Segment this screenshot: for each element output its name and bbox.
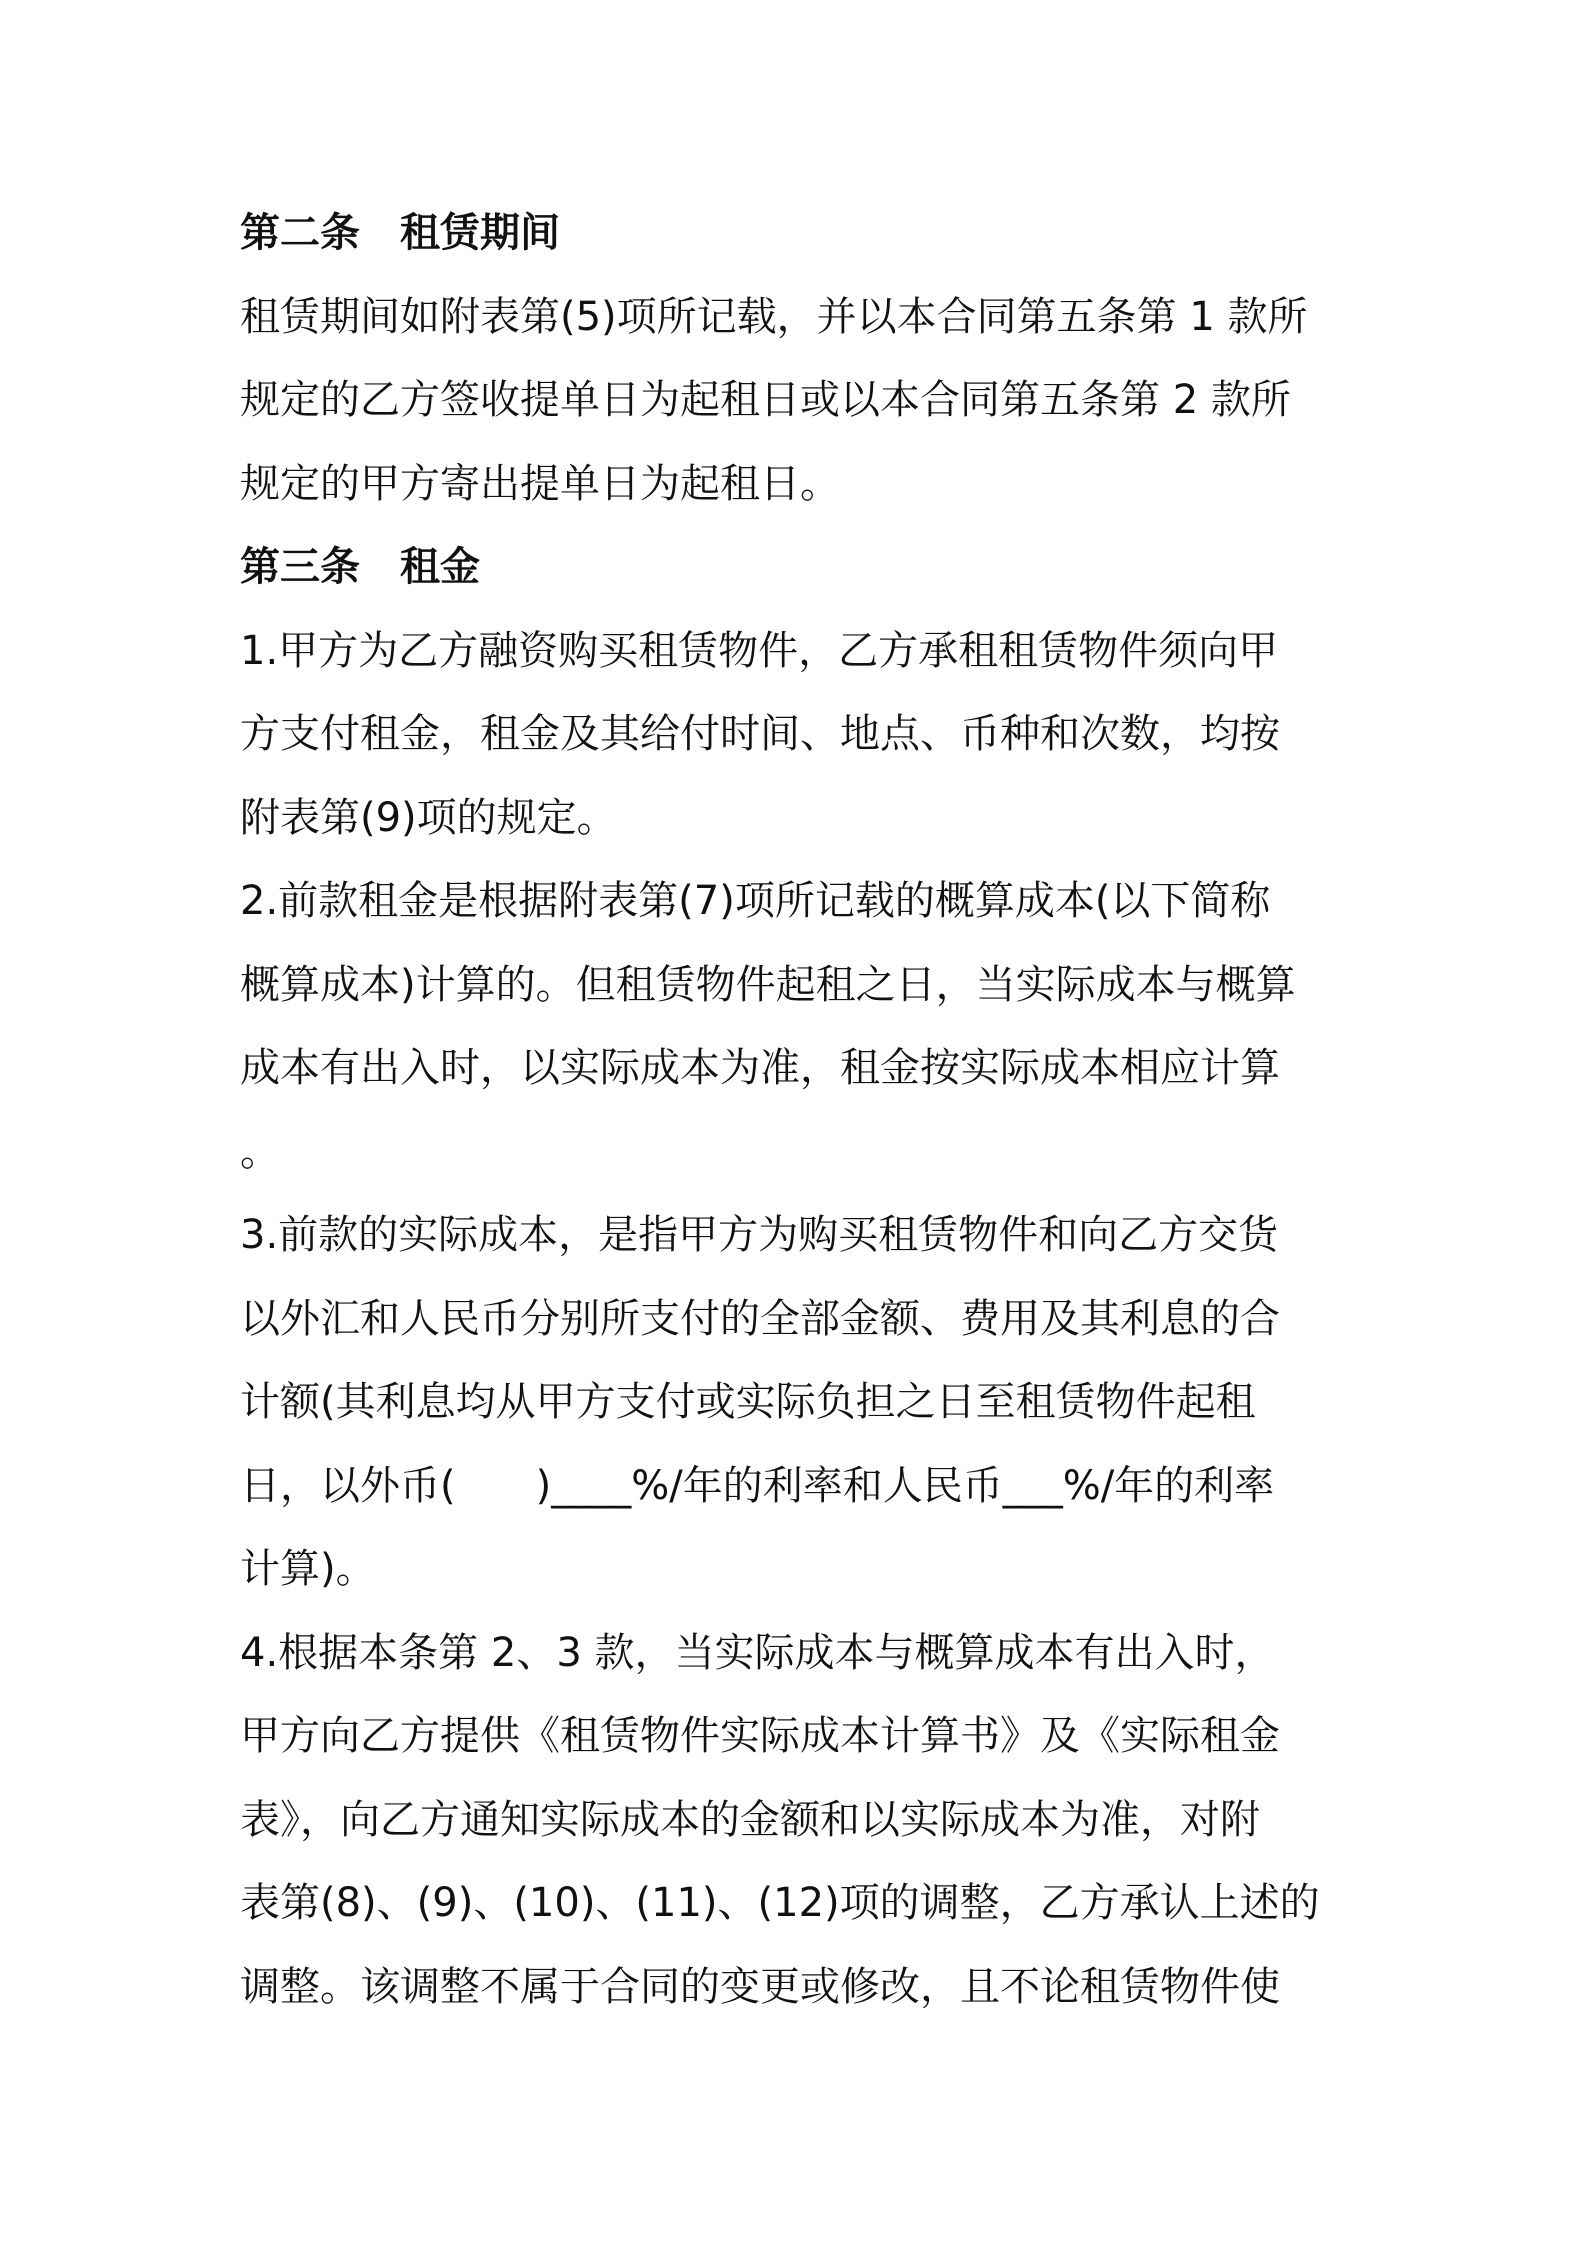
clause-1-line: 1.甲方为乙方融资购买租赁物件，乙方承租租赁物件须向甲 (240, 627, 1279, 674)
clause-2-line: 2.前款租金是根据附表第(7)项所记载的概算成本(以下简称 (240, 878, 1271, 924)
clause-2-line: 成本有出入时，以实际成本为准，租金按实际成本相应计算 (240, 1045, 1280, 1091)
clause-4-line: 表第(8)、(9)、(10)、(11)、(12)项的调整，乙方承认上述的 (240, 1880, 1320, 1926)
clause-4-line: 表》，向乙方通知实际成本的金额和以实际成本为准，对附 (240, 1796, 1260, 1843)
clause-4-line: 4.根据本条第 2、3 款，当实际成本与概算成本有出入时， (240, 1629, 1275, 1676)
clause-2-line: 概算成本)计算的。但租赁物件起租之日，当实际成本与概算 (240, 961, 1296, 1008)
clause-3-line: 以外汇和人民币分别所支付的全部金额、费用及其利息的合 (240, 1295, 1280, 1342)
article-3-heading: 第三条 租金 (240, 544, 480, 590)
clause-4-line: 调整。该调整不属于合同的变更或修改，且不论租赁物件使 (240, 1963, 1280, 2010)
clause-3-line: 3.前款的实际成本，是指甲方为购买租赁物件和向乙方交货 (240, 1212, 1279, 1258)
article-2-text-line: 规定的甲方寄出提单日为起租日。 (240, 460, 840, 507)
clause-1-line: 方支付租金，租金及其给付时间、地点、币种和次数，均按 (240, 711, 1280, 757)
article-2-heading: 第二条 租赁期间 (240, 210, 560, 256)
article-2-text-line: 规定的乙方签收提单日为起租日或以本合同第五条第 2 款所 (240, 377, 1291, 423)
clause-2-line: 。 (240, 1128, 280, 1175)
article-2-text-line: 租赁期间如附表第(5)项所记载，并以本合同第五条第 1 款所 (240, 293, 1308, 340)
clause-1-line: 附表第(9)项的规定。 (240, 794, 617, 841)
clause-3-line: 计额(其利息均从甲方支付或实际负担之日至租赁物件起租 (240, 1379, 1256, 1425)
clause-3-line: 计算)。 (240, 1546, 376, 1592)
clause-4-line: 甲方向乙方提供《租赁物件实际成本计算书》及《实际租金 (240, 1713, 1280, 1759)
contract-text (240, 192, 1360, 2029)
clause-3-line: 日，以外币( )____%/年的利率和人民币___%/年的利率 (240, 1462, 1275, 1509)
